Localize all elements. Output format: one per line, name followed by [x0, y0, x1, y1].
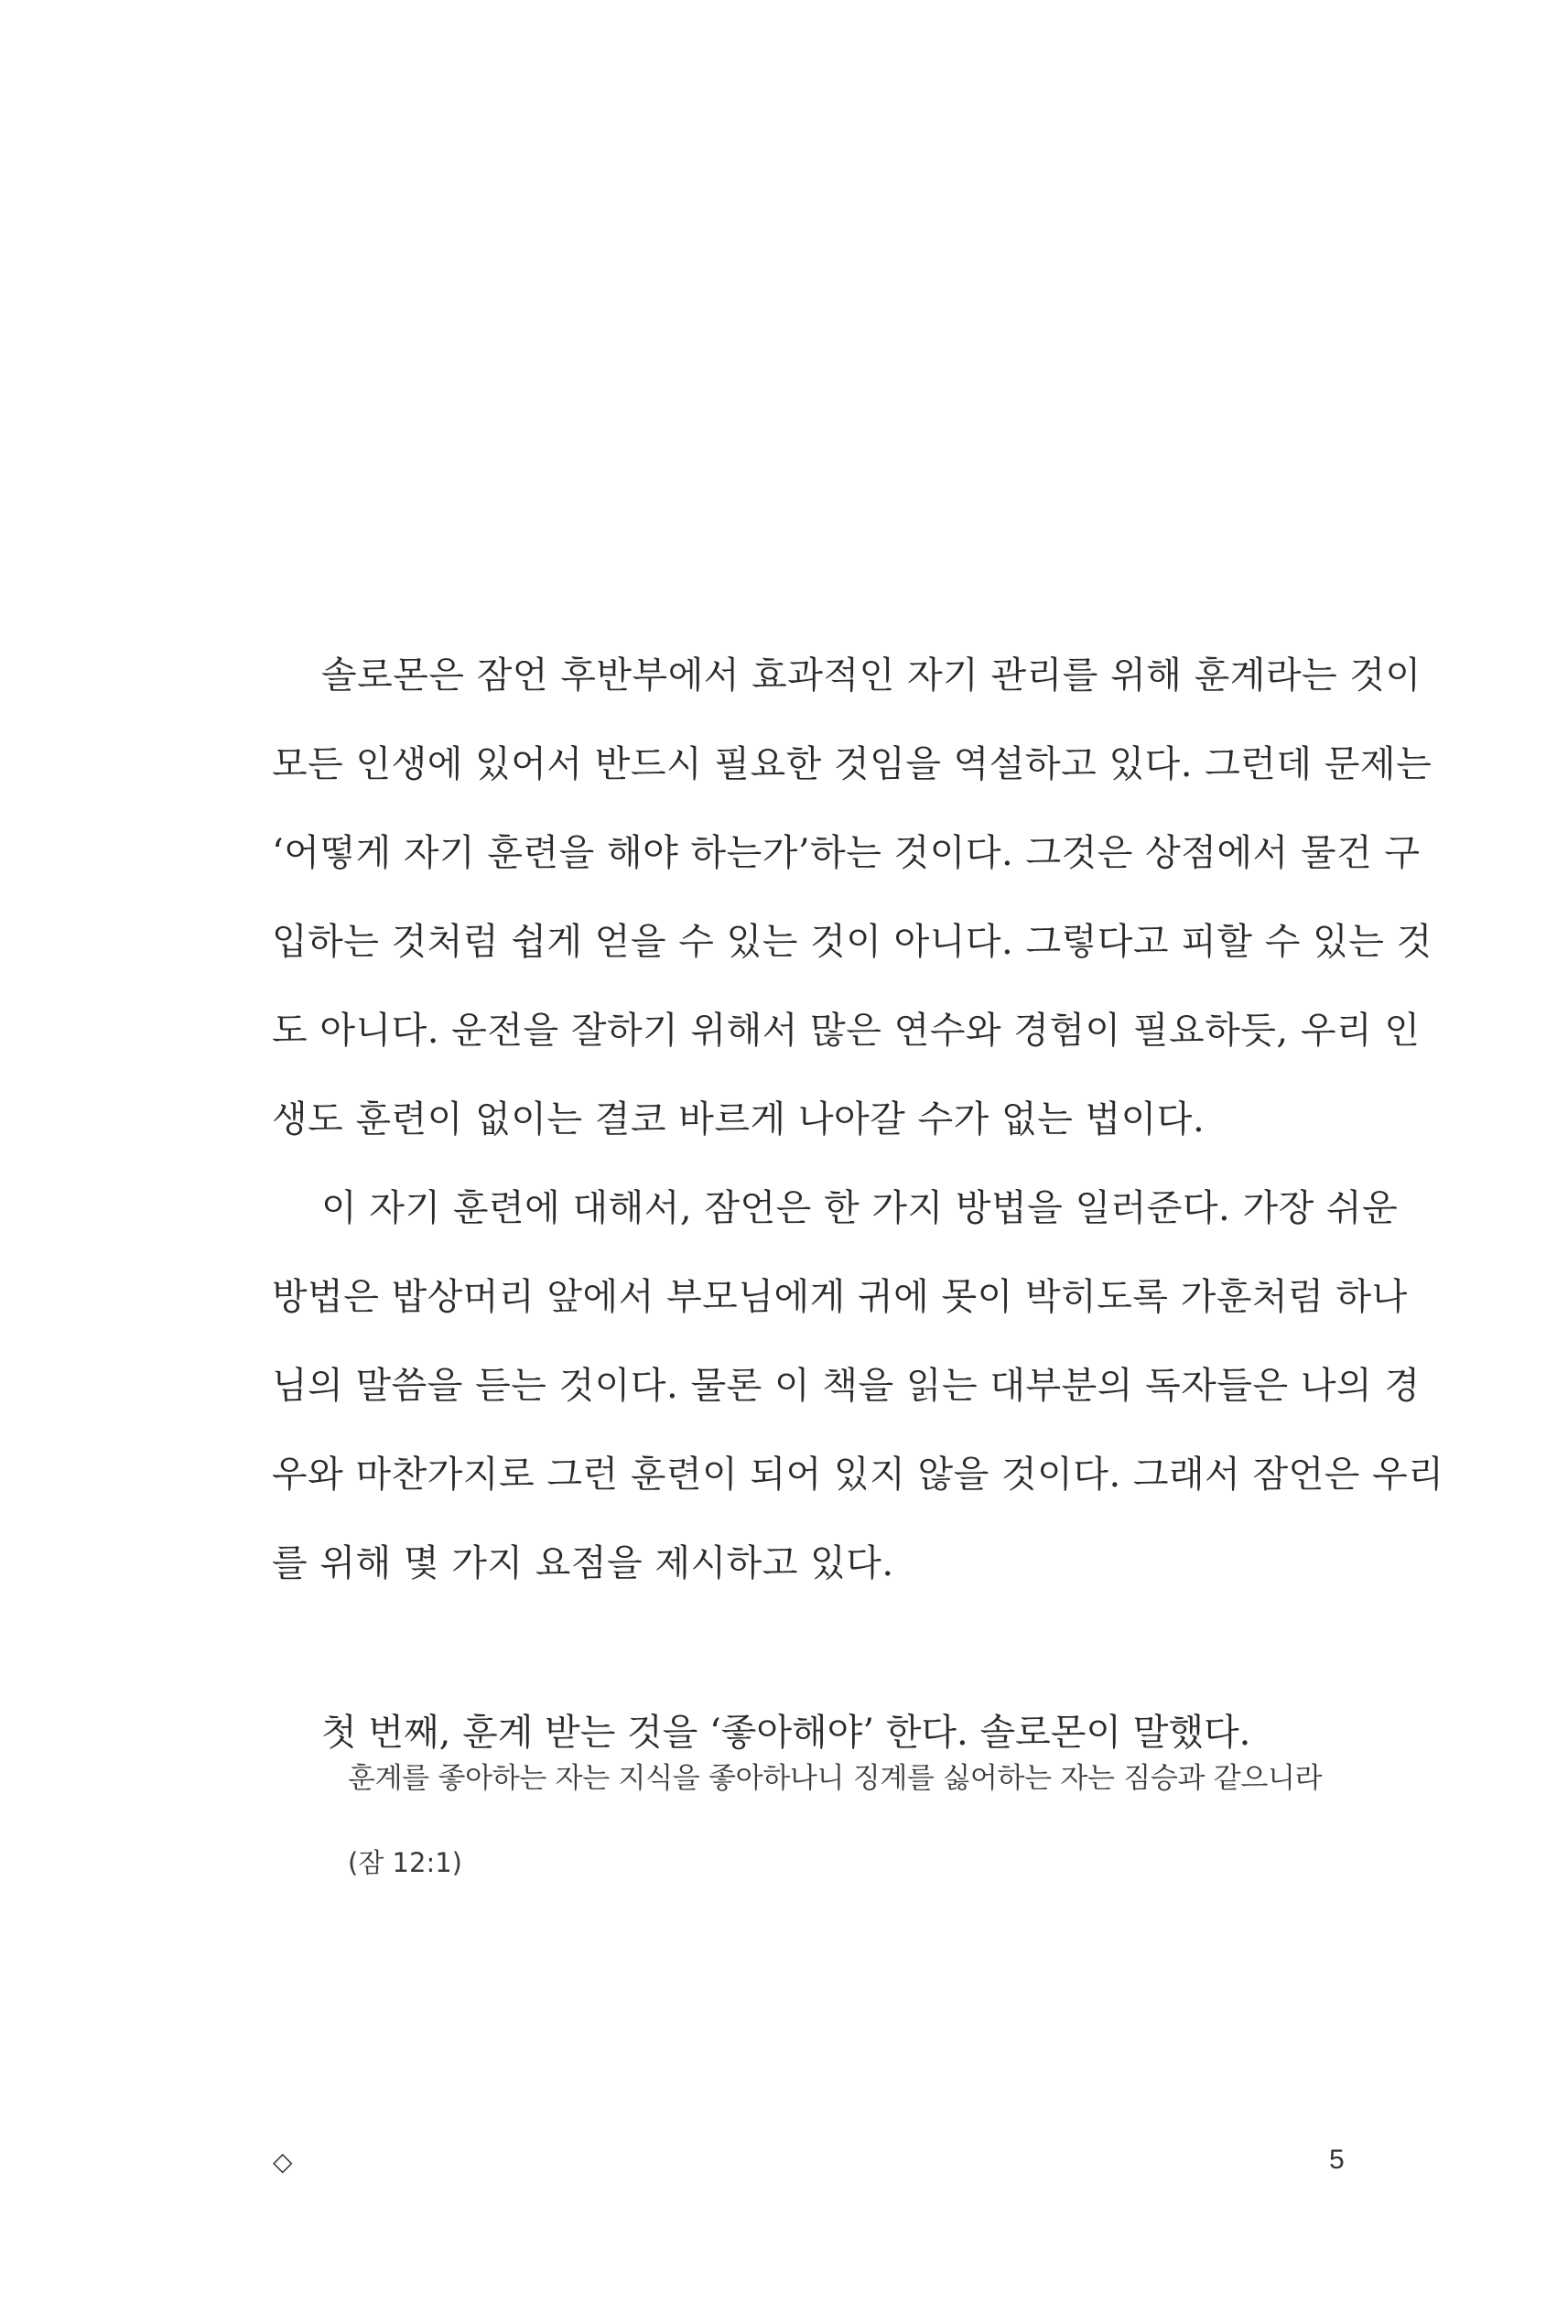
paragraph-2-line-1: 이 자기 훈련에 대해서, 잠언은 한 가지 방법을 일러준다. 가장 쉬운	[321, 1187, 1399, 1229]
paragraph-1-line-6: 생도 훈련이 없이는 결코 바르게 나아갈 수가 없는 법이다.	[272, 1098, 1206, 1140]
scripture-quote	[348, 1751, 1359, 1881]
paragraph-2-line-2: 방법은 밥상머리 앞에서 부모님에게 귀에 못이 박히도록 가훈처럼 하나	[272, 1276, 1408, 1318]
lead-sentence: 첫 번째, 훈계 받는 것을 ‘좋아해야’ 한다. 솔로몬이 말했다.	[321, 1712, 1251, 1754]
paragraph-1-line-3: ‘어떻게 자기 훈련을 해야 하는가’하는 것이다. 그것은 상점에서 물건 구	[272, 832, 1421, 874]
paragraph-2-line-3: 님의 말씀을 듣는 것이다. 물론 이 책을 읽는 대부분의 독자들은 나의 경	[272, 1365, 1421, 1407]
diamond-icon: ◇	[273, 2146, 293, 2177]
paragraph-2-line-5: 를 위해 몇 가지 요점을 제시하고 있다.	[272, 1542, 894, 1584]
paragraph-gap	[272, 1608, 1359, 1689]
page-number: 5	[1329, 2145, 1345, 2175]
paragraph-2-line-4: 우와 마찬가지로 그런 훈련이 되어 있지 않을 것이다. 그래서 잠언은 우리	[272, 1454, 1444, 1496]
quote-reference: (잠 12:1)	[348, 1847, 462, 1878]
paragraph-1-line-2: 모든 인생에 있어서 반드시 필요한 것임을 역설하고 있다. 그런데 문제는	[272, 743, 1433, 785]
quote-text: 훈계를 좋아하는 자는 지식을 좋아하나니 징계를 싫어하는 자는 짐승과 같으니라	[348, 1762, 1323, 1795]
paragraph-1-line-1: 솔로몬은 잠언 후반부에서 효과적인 자기 관리를 위해 훈계라는 것이	[321, 654, 1422, 697]
body-text	[272, 632, 1444, 1778]
paragraph-1-line-4: 입하는 것처럼 쉽게 얻을 수 있는 것이 아니다. 그렇다고 피할 수 있는 것	[272, 921, 1433, 963]
paragraph-1-line-5: 도 아니다. 운전을 잘하기 위해서 많은 연수와 경험이 필요하듯, 우리 인	[272, 1010, 1421, 1052]
